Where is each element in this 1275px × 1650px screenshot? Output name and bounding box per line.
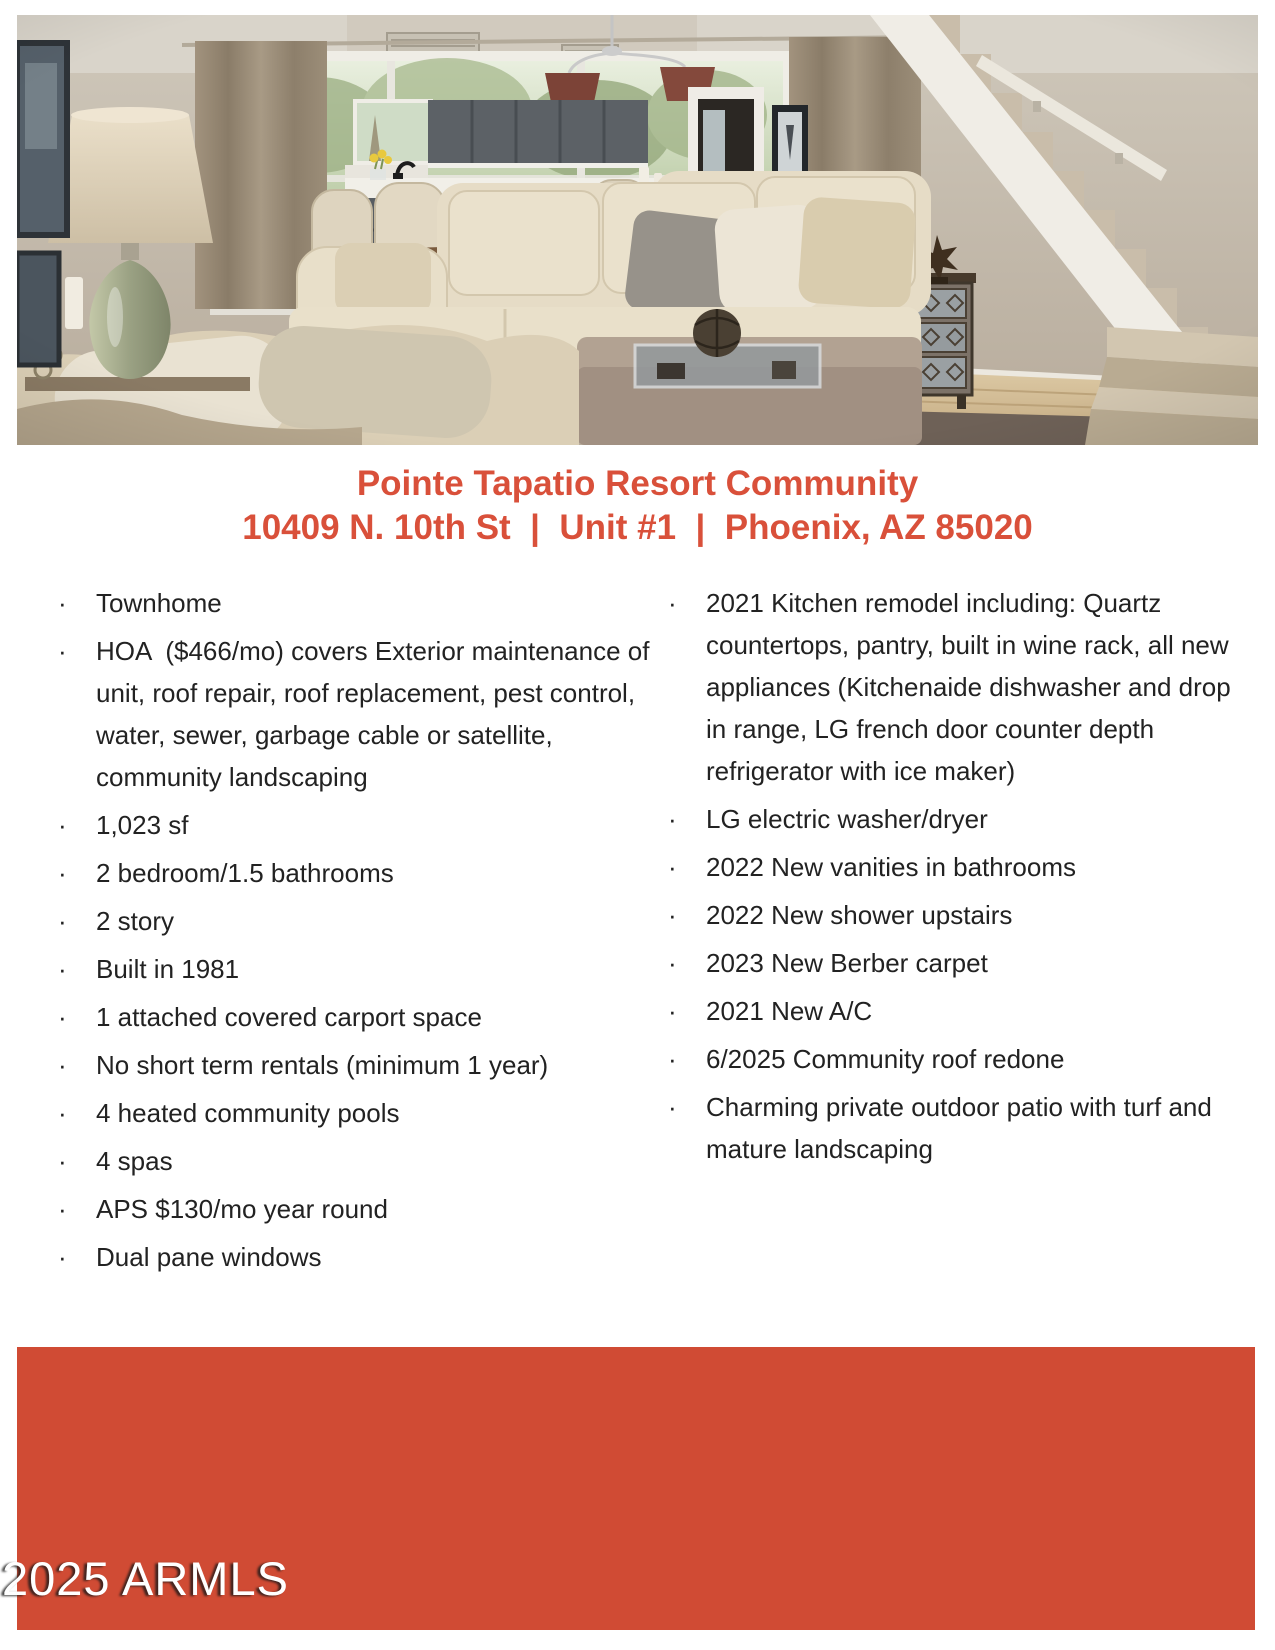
feature-text: Built in 1981	[96, 954, 240, 984]
feature-item	[50, 1092, 650, 1134]
feature-item	[658, 798, 1236, 840]
feature-item	[658, 1086, 1236, 1170]
bullet-marker: ·	[58, 1050, 67, 1080]
bullet-marker: ·	[668, 852, 677, 882]
feature-text: No short term rentals (minimum 1 year)	[96, 1050, 549, 1080]
feature-item	[658, 1038, 1236, 1080]
feature-item	[50, 630, 657, 798]
bullet-marker: ·	[668, 804, 677, 834]
feature-item	[658, 846, 1236, 888]
bullet-marker: ·	[58, 1242, 67, 1272]
bullet-marker: ·	[58, 906, 67, 936]
feature-columns	[50, 582, 1240, 1284]
feature-text: Dual pane windows	[96, 1242, 322, 1272]
feature-item	[50, 1140, 650, 1182]
property-address: 10409 N. 10th St | Unit #1 | Phoenix, AZ 85020	[242, 508, 1033, 547]
bullet-marker: ·	[58, 1146, 67, 1176]
bullet-marker: ·	[668, 996, 677, 1026]
feature-item	[50, 948, 650, 990]
bullet-marker: ·	[668, 948, 677, 978]
bullet-marker: ·	[58, 1194, 67, 1224]
feature-text: Townhome	[96, 588, 222, 618]
feature-text: 2021 New A/C	[706, 996, 873, 1026]
feature-item	[658, 894, 1236, 936]
feature-item	[658, 942, 1236, 984]
feature-text: 1 attached covered carport space	[96, 1002, 482, 1032]
bullet-marker: ·	[668, 588, 677, 618]
community-title: Pointe Tapatio Resort Community	[356, 464, 919, 503]
bullet-marker: ·	[58, 588, 67, 618]
feature-item	[50, 852, 650, 894]
header	[0, 462, 1275, 550]
feature-item	[50, 582, 650, 624]
feature-item	[50, 900, 650, 942]
feature-list-right	[658, 582, 1236, 1176]
feature-item	[50, 1236, 650, 1278]
property-photo	[17, 15, 1258, 445]
feature-list-left	[50, 582, 657, 1284]
bullet-marker: ·	[58, 1098, 67, 1128]
feature-text: 2022 New vanities in bathrooms	[706, 852, 1076, 882]
feature-item	[50, 996, 650, 1038]
bullet-marker: ·	[58, 636, 67, 666]
feature-item	[658, 990, 1236, 1032]
bullet-marker: ·	[58, 1002, 67, 1032]
feature-text: 6/2025 Community roof redone	[706, 1044, 1065, 1074]
feature-text: HOA ($466/mo) covers Exterior maintenance of unit, roof repair, roof replacement, pest control, water, sewer, garbage cable or satellite, community landscaping	[96, 636, 657, 792]
feature-text: 4 heated community pools	[96, 1098, 400, 1128]
bullet-marker: ·	[58, 810, 67, 840]
feature-item	[50, 1044, 650, 1086]
feature-text: 2022 New shower upstairs	[706, 900, 1013, 930]
bullet-marker: ·	[58, 858, 67, 888]
feature-text: Charming private outdoor patio with turf and mature landscaping	[706, 1092, 1220, 1164]
feature-text: 1,023 sf	[96, 810, 189, 840]
feature-text: LG electric washer/dryer	[706, 804, 988, 834]
armls-watermark: 2025 ARMLS	[2, 1552, 289, 1605]
feature-item	[50, 804, 650, 846]
feature-text: 2023 New Berber carpet	[706, 948, 988, 978]
property-photo-illustration	[17, 15, 1258, 445]
bullet-marker: ·	[58, 954, 67, 984]
bullet-marker: ·	[668, 900, 677, 930]
bullet-marker: ·	[668, 1044, 677, 1074]
feature-text: 2 bedroom/1.5 bathrooms	[96, 858, 394, 888]
feature-text: 2021 Kitchen remodel including: Quartz countertops, pantry, built in wine rack, all new appliances (Kitchenaide dishwasher and drop in range, LG french door counter depth refrigerator with ice maker)	[706, 588, 1238, 786]
feature-text: 4 spas	[96, 1146, 173, 1176]
bullet-marker: ·	[668, 1092, 677, 1122]
feature-text: 2 story	[96, 906, 175, 936]
feature-item	[658, 582, 1236, 792]
feature-item	[50, 1188, 650, 1230]
feature-text: APS $130/mo year round	[96, 1194, 388, 1224]
